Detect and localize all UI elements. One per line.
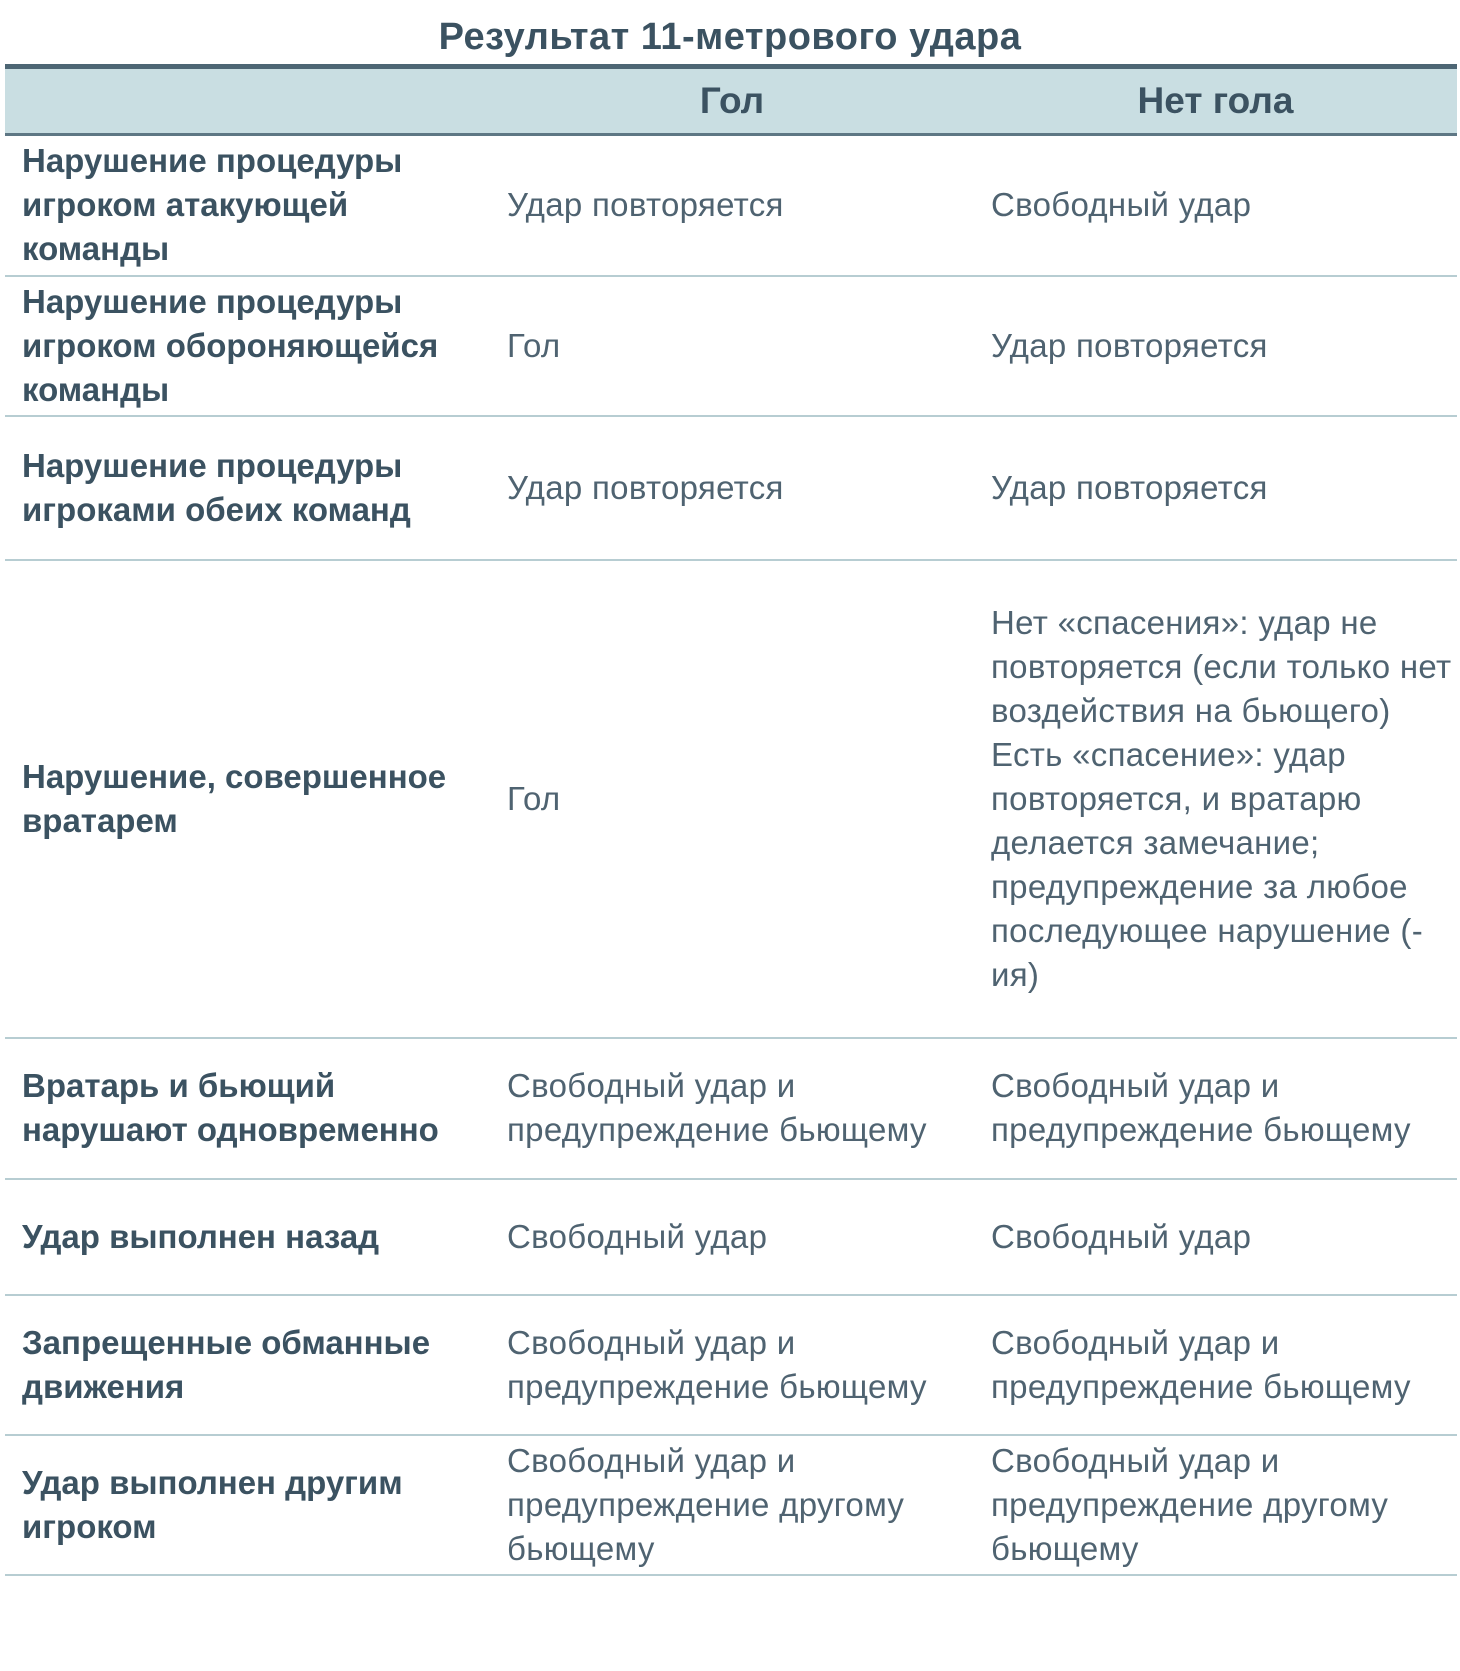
row-rule: Удар выполнен назад xyxy=(22,1217,380,1255)
row-goal: Свободный удар xyxy=(507,1217,768,1255)
table-row xyxy=(5,1038,1457,1179)
table-row xyxy=(5,1435,1457,1575)
table-header-row xyxy=(5,67,1457,135)
row-rule: Нарушение процедуры игроком обороняющейся команды xyxy=(22,282,439,408)
row-rule: Нарушение, совершенное вратарем xyxy=(22,757,447,839)
table-row xyxy=(5,560,1457,1038)
header-rule xyxy=(5,67,490,135)
header-goal: Гол xyxy=(699,80,765,121)
row-no-goal: Свободный удар и предупреждение бьющему xyxy=(991,1067,1411,1148)
save-text: Есть «спасение»: удар повторяется, и вратарю делается замечание; предупреждение за любое последующее нарушение (-ия) xyxy=(991,735,1424,993)
row-no-goal-cell xyxy=(974,560,1457,1038)
table-row xyxy=(5,135,1457,276)
no-save-text: Нет «спасения»: удар не повторяется (если только нет воздействия на бьющего) xyxy=(991,603,1452,729)
table-title: Результат 11-метрового удара xyxy=(438,16,1022,58)
row-no-goal: Свободный удар xyxy=(991,186,1252,224)
row-goal: Свободный удар и предупреждение бьющему xyxy=(507,1067,927,1148)
row-rule: Запрещенные обманные движения xyxy=(22,1323,431,1405)
table-row xyxy=(5,1179,1457,1295)
row-no-goal: Свободный удар xyxy=(991,1217,1252,1255)
penalty-kick-table xyxy=(5,64,1457,1576)
row-rule: Нарушение процедуры игроком атакующей команды xyxy=(22,142,403,268)
row-rule: Нарушение процедуры игроками обеих команд xyxy=(22,446,411,528)
table-row xyxy=(5,1295,1457,1435)
row-goal: Гол xyxy=(507,326,561,364)
row-goal: Свободный удар и предупреждение бьющему xyxy=(507,1323,927,1405)
row-goal: Удар повторяется xyxy=(507,186,784,224)
row-goal: Гол xyxy=(507,779,561,817)
header-no-goal: Нет гола xyxy=(1137,80,1294,121)
row-no-goal: Удар повторяется xyxy=(991,326,1268,364)
table-row xyxy=(5,276,1457,416)
row-goal: Удар повторяется xyxy=(507,468,784,506)
table-row xyxy=(5,416,1457,560)
row-no-goal: Свободный удар и предупреждение бьющему xyxy=(991,1323,1411,1405)
row-no-goal: Удар повторяется xyxy=(991,468,1268,506)
row-no-goal: Свободный удар и предупреждение другому бьющему xyxy=(991,1441,1389,1567)
row-rule: Удар выполнен другим игроком xyxy=(22,1463,403,1545)
row-rule: Вратарь и бьющий нарушают одновременно xyxy=(22,1067,439,1148)
row-goal: Свободный удар и предупреждение другому бьющему xyxy=(507,1441,905,1567)
